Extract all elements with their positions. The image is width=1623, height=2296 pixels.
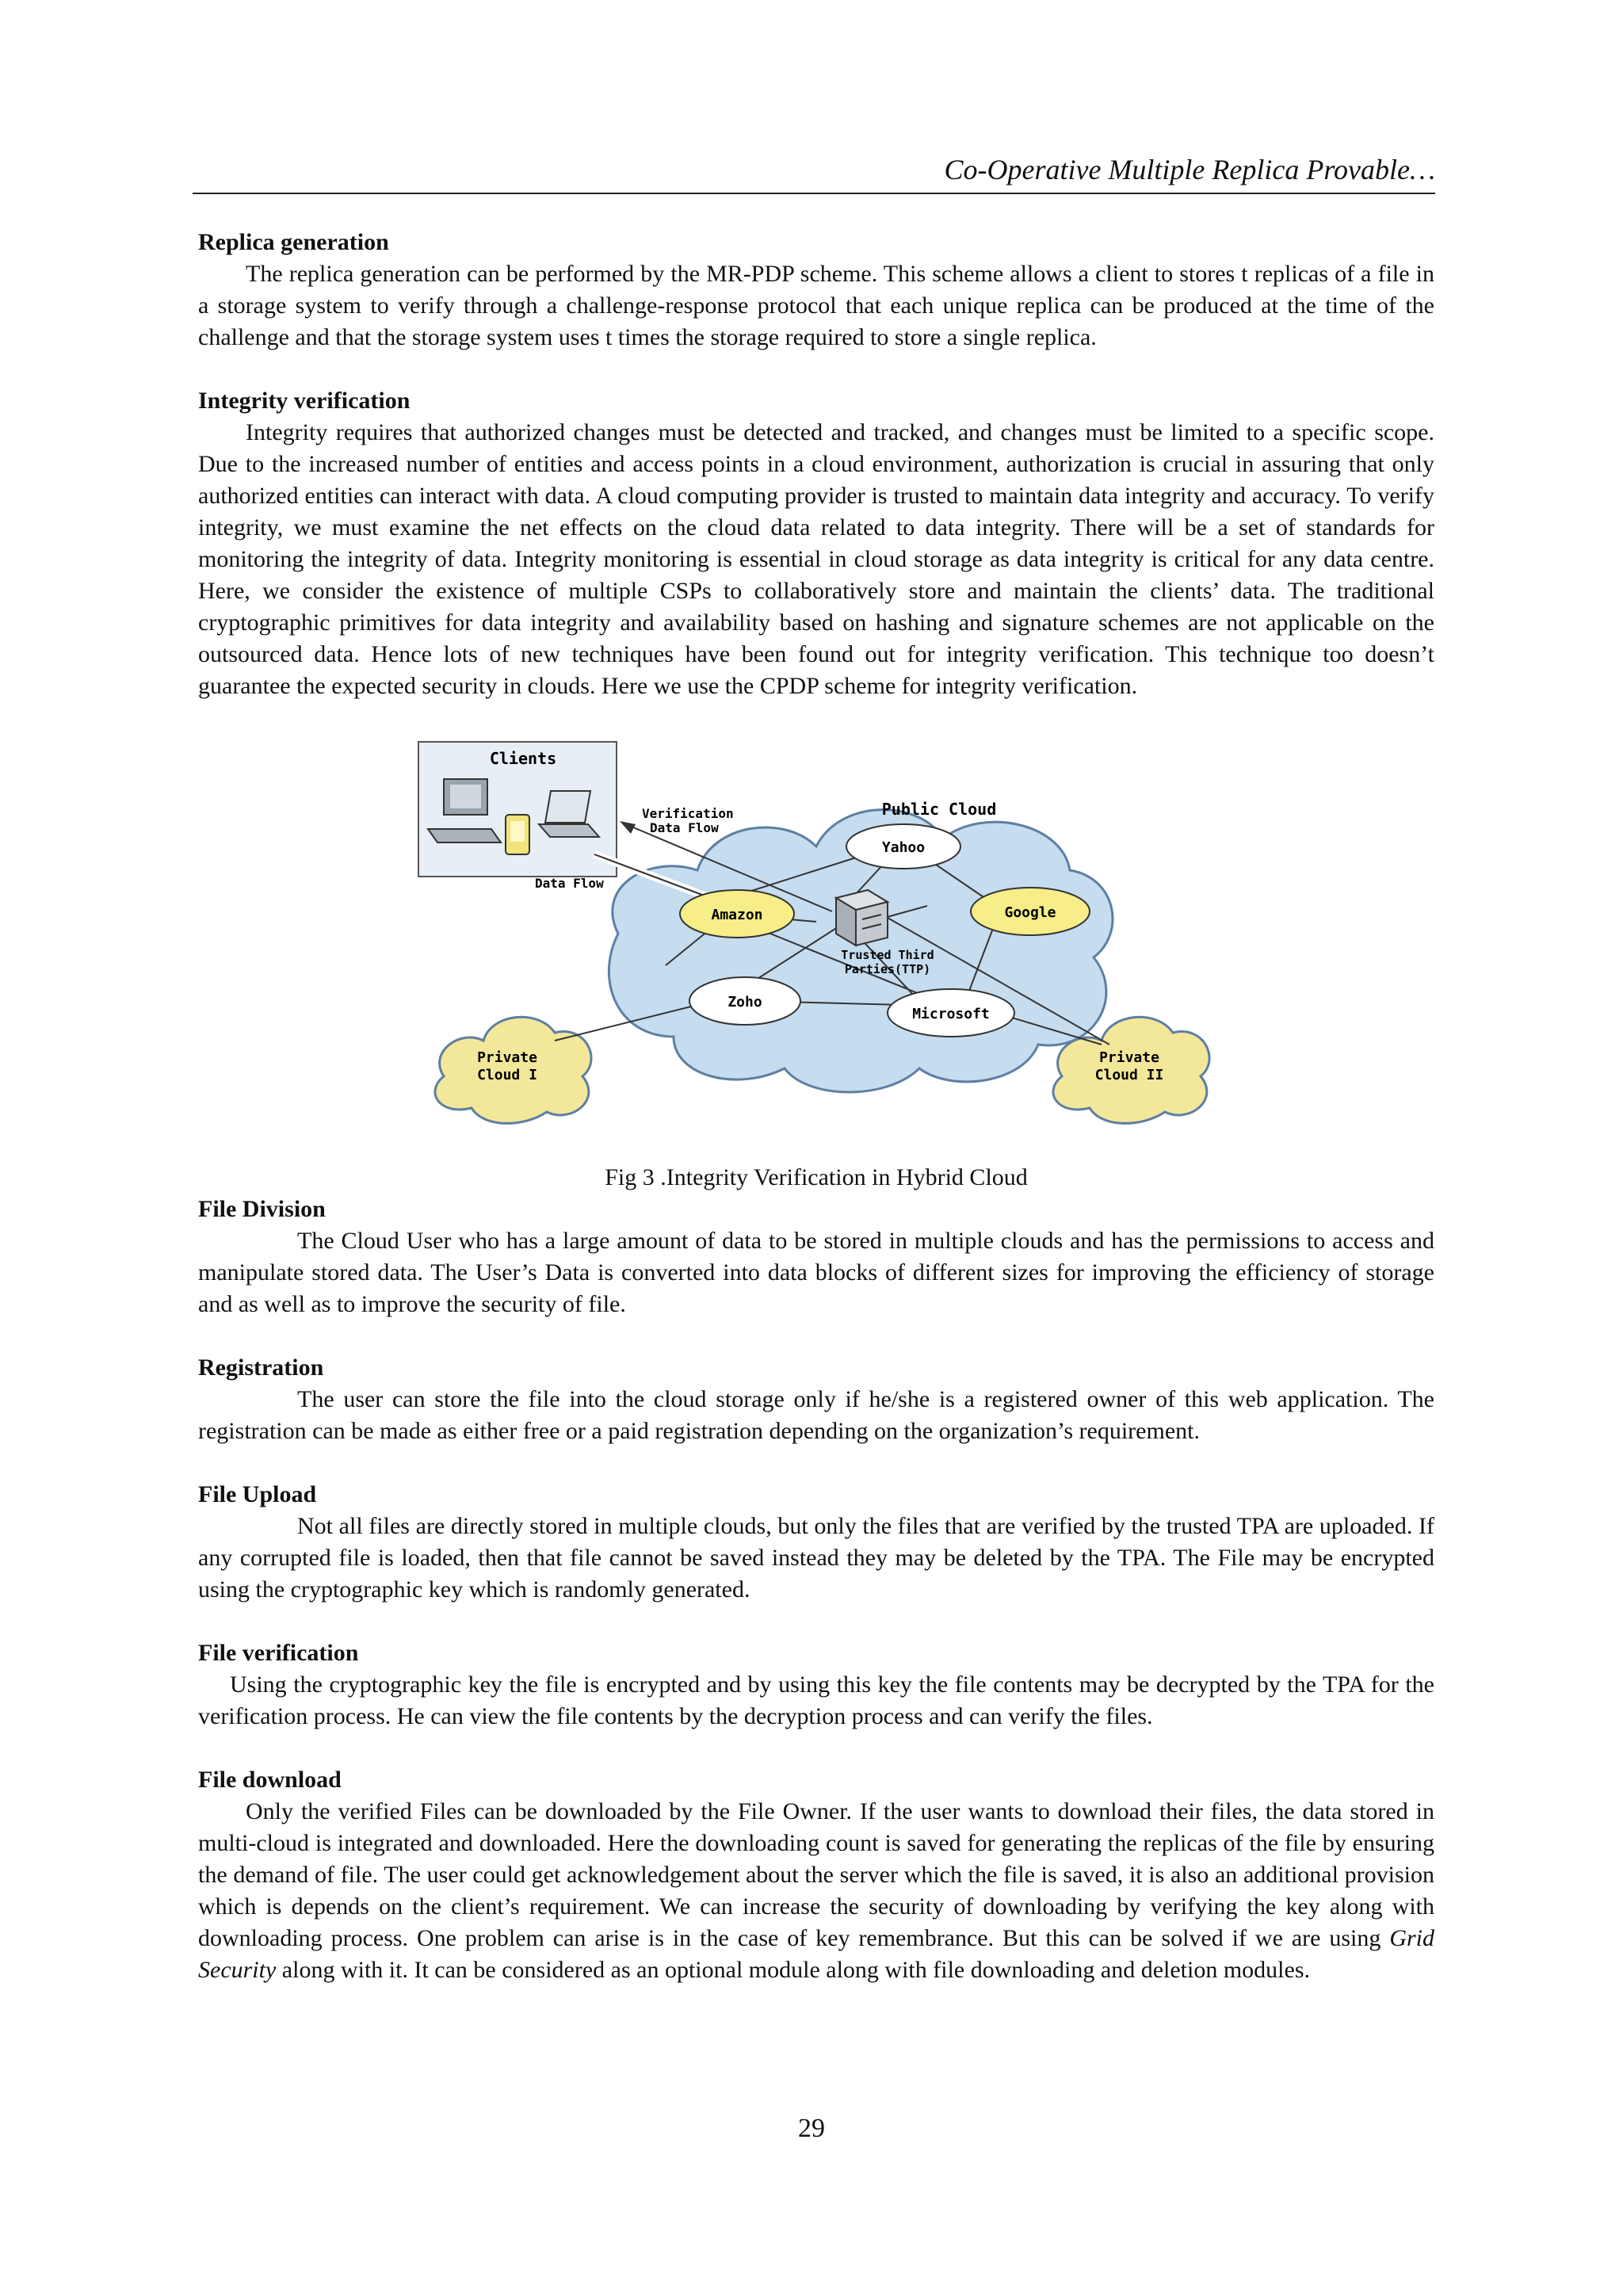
paragraph-file-upload: Not all files are directly stored in multiple clouds, but only the files that are verified by the trusted TPA are uploaded. If any corrupted file is loaded, then that file cannot be saved instead they may be deleted by the TPA. The File may be encrypted using the cryptographic key which is randomly generated. xyxy=(198,1513,1434,1603)
section-heading-integrity-verification: Integrity verification xyxy=(198,388,411,414)
verification-flow-label-line2: Data Flow xyxy=(650,820,719,835)
figure-caption: Fig 3 .Integrity Verification in Hybrid Cloud xyxy=(605,1164,1028,1190)
section-heading-registration: Registration xyxy=(198,1354,324,1381)
paragraph-registration: The user can store the file into the cloud storage only if he/she is a registered owner of this web application. The registration can be made as either free or a paid registration depending on the organization’s requirement. xyxy=(198,1386,1434,1444)
hybrid-cloud-diagram xyxy=(412,735,1220,1132)
section-heading-replica-generation: Replica generation xyxy=(198,229,389,255)
microsoft-label: Microsoft xyxy=(912,1006,990,1022)
article-body xyxy=(198,227,1434,1986)
running-head: Co-Operative Multiple Replica Provable… xyxy=(944,154,1435,185)
zoho-label: Zoho xyxy=(727,994,762,1010)
paragraph-file-download-part2: along with it. It can be considered as an optional module along with file downloading and deletion modules. xyxy=(276,1957,1311,1983)
section-heading-file-verification: File verification xyxy=(198,1640,359,1666)
server-icon xyxy=(836,890,888,946)
section-heading-file-download: File download xyxy=(198,1767,342,1793)
paragraph-file-download xyxy=(198,1796,1434,1986)
verification-flow-label-line1: Verification xyxy=(642,806,734,821)
mobile-phone-icon xyxy=(506,815,529,854)
private-cloud-1-label-line1: Private xyxy=(477,1049,537,1066)
paragraph-integrity-verification: Integrity requires that authorized changes must be detected and tracked, and changes must be limited to a specific scope. Due to the increased number of entities and access points in a cloud environment, authorization is crucial in assuring that only authorized entities can interact with data. A cloud computing provider is trusted to maintain data integrity and accuracy. To verify integrity, we must examine the net effects on the cloud data related to data integrity. There will be a set of standards for monitoring the integrity of data. Integrity monitoring is essential in cloud storage as data integrity is critical for any data centre. Here, we consider the existence of multiple CSPs to collaboratively store and maintain the clients’ data. The traditional cryptographic primitives for data integrity and availability based on hashing and signature schemes are not applicable on the outsourced data. Hence lots of new techniques have been found out for integrity verification. This technique too doesn’t guarantee the expected security in clouds. Here we use the CPDP scheme for integrity verification. xyxy=(198,419,1434,699)
private-cloud-2-label-line2: Cloud II xyxy=(1094,1067,1164,1083)
grid-security-emphasis: Grid Security xyxy=(198,1925,1434,1983)
paragraph-file-division: The Cloud User who has a large amount of data to be stored in multiple clouds and has the permissions to access and manipulate stored data. The User’s Data is converted into data blocks of different sizes for improving the efficiency of storage and as well as to improve the security of file. xyxy=(198,1228,1434,1317)
page-number: 29 xyxy=(798,2114,825,2143)
public-cloud-label: Public Cloud xyxy=(881,800,997,819)
section-heading-file-division: File Division xyxy=(198,1196,326,1222)
private-cloud-2-label-line1: Private xyxy=(1099,1049,1159,1066)
paragraph-file-download-part1: Only the verified Files can be downloaded by the File Owner. If the user wants to download their files, the data stored in multi-cloud is integrated and downloaded. Here the downloading count is saved for generating the replicas of the file by ensuring the demand of file. The user could get acknowledgement about the server which the file is saved, it is also an additional provision which is depends on the client’s requirement. We can increase the security of downloading by verifying the key along with downloading process. One problem can arise is in the case of key remembrance. But this can be solved if we are using xyxy=(198,1798,1434,1951)
paragraph-file-verification: Using the cryptographic key the file is encrypted and by using this key the file contents may be decrypted by the TPA for the verification process. He can view the file contents by the decryption process and can verify the files. xyxy=(198,1671,1434,1729)
paragraph-replica-generation: The replica generation can be performed by the MR-PDP scheme. This scheme allows a client to stores t replicas of a file in a storage system to verify through a challenge-response protocol that each unique replica can be produced at the time of the challenge and that the storage system uses t times the storage required to store a single replica. xyxy=(198,261,1434,350)
data-flow-label: Data Flow xyxy=(535,876,604,891)
figure-integrity-verification xyxy=(198,735,1434,1132)
yahoo-label: Yahoo xyxy=(881,839,926,856)
ttp-label-line1: Trusted Third xyxy=(841,948,934,962)
header-rule xyxy=(193,193,1435,194)
clients-label: Clients xyxy=(489,749,557,768)
ttp-label-line2: Parties(TTP) xyxy=(844,962,931,976)
section-heading-file-upload: File Upload xyxy=(198,1481,317,1507)
google-label: Google xyxy=(1004,904,1056,921)
amazon-label: Amazon xyxy=(711,907,763,923)
private-cloud-1-label-line2: Cloud I xyxy=(477,1067,537,1083)
